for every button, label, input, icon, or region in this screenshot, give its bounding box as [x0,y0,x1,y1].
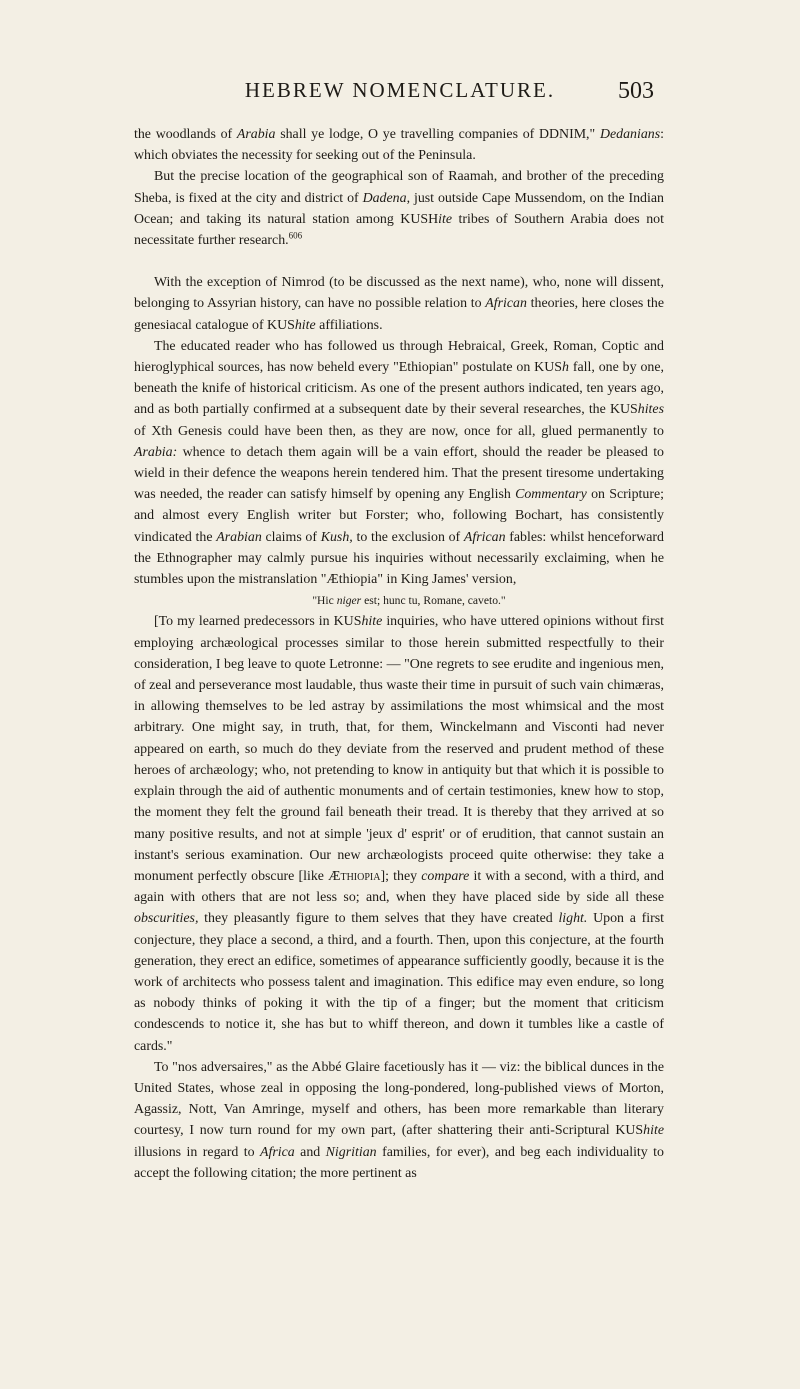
text-run: families, for ever), and beg each individuality to accept the following citation; the more pertinent as [134,1144,664,1181]
italic-run: African [463,529,506,545]
italic-run: hite [643,1123,664,1139]
text-run: fall, one by one, beneath the knife of historical criticism. As one of the present authors indicated, ten years ago, and as both partially confirmed at a subsequent date by their several researches, the KUS [134,360,664,418]
section-gap [134,251,664,272]
italic-run: Africa [259,1144,295,1160]
text-run: on Scripture; and almost every English writer but Forster; who, following Bochart, has consistently vindicated the [134,487,664,545]
text-run: of Xth Genesis could have been then, as they are now, once for all, glued permanently to [134,423,664,439]
body-text [134,124,664,1184]
text-run: But the precise location of the geographical son of Raamah, and brother of the preceding Sheba, is fixed at the city and district of [134,169,664,206]
italic-run: niger [336,594,362,608]
italic-run: h [561,360,569,376]
text-run: To "nos adversaires," as the Abbé Glaire facetiously has it — viz: the biblical dunces in the United States, whose zeal in opposing the long-pondered, long-published views of Morton, Agassiz, Nott, Van Amringe, myself and others, has been more remarkable than literary courtesy, I now turn round for my own part, (after shattering their anti-Scriptural KUS [134,1059,664,1139]
paragraph-4 [134,336,664,590]
text-run: est; hunc tu, Romane, caveto." [361,594,506,608]
italic-run: obscurities, [134,911,199,927]
text-run: Upon a first conjecture, they place a second, a third, and a fourth. Then, upon this conjecture, at the fourth generation, they erect an edifice, sometimes of appearance sufficiently goodly, because it is the work of architects who possess talent and imagination. This edifice may even endure, so long as nobody thinks of poking it with the tip of a finger; but the moment that criticism condescends to notice it, she has but to whiff thereon, and down it tumbles like a castle of cards." [134,911,665,1054]
text-run: to the exclusion of [352,529,464,545]
italic-run: Arabia: [134,444,178,460]
italic-run: Nigritian [325,1144,377,1160]
text-run: they pleasantly figure to them selves that they have created [198,911,559,927]
small-caps-run: Æthiopia [328,868,381,884]
paragraph-3 [134,272,664,336]
paragraph-1 [134,124,664,166]
text-run: claims of [261,529,321,545]
italic-run: Dadena [362,190,407,206]
paragraph-2 [134,166,664,251]
page-number: 503 [618,78,654,104]
latin-quotation [134,590,664,611]
text-run: : which obviates the necessity for seeking out of the Peninsula. [134,127,664,164]
italic-run: Commentary [515,487,587,503]
text-run: illusions in regard to [134,1144,260,1160]
text-run: theories, here closes the genesiacal catalogue of KUS [134,296,664,333]
text-run: tribes of Southern Arabia does not necessitate further research. [134,211,664,249]
paragraph-6 [134,1057,664,1184]
running-title: HEBREW NOMENCLATURE. [244,78,556,102]
text-run: it with a second, with a third, and again with others that are not less so; and, when they have placed side by side all these [134,868,664,906]
text-run: the woodlands of [134,127,237,142]
page-header [0,78,800,118]
italic-run: African [485,296,527,312]
italic-run: ite [438,211,453,227]
text-run: With the exception of Nimrod (to be discussed as the next name), who, none will dissent, belonging to Assyrian history, can have no possible relation to [134,275,664,312]
text-run: [To my learned predecessors in KUS [154,614,362,630]
text-run: fables: whilst henceforward the Ethnographer may calmly pursue his inquiries without necessarily exclaiming, when he stumbles upon the mistranslation "Æthiopia" in King James' version, [134,529,664,588]
text-run: shall ye lodge, O ye travelling companies of DDNIM," [275,127,600,142]
text-run: inquiries, who have uttered opinions without first employing archæological processes similar to those herein submitted respectfully to their consideration, I beg leave to quote Letronne: — "One regrets to see erudite and ingenious men, of zeal and perseverance most laudable, thus waste their time in pursuit of such vain chimæras, in allowing themselves to be led astray by assimilations the most whimsical and the most arbitrary. One might say, in truth, that, for them, Winckelmann and Visconti had never appeared on earth, so much do they deviate from the reserved and prudent method of these heroes of archæology; who, not pretending to know in antiquity but that which it is possible to explain through the aid of authentic monuments and of certain testimonies, knew how to stop, the moment they felt the ground fail beneath their tread. It is thereby that they arrived at so many positive results, and not at simple 'jeux d' esprit' or of erudition, that cannot sustain an instant's serious examination. Our new archæologists proceed quite otherwise: they take a monument perfectly obscure [like [134,614,664,884]
text-run: , just outside Cape Mussendom, on the Indian Ocean; and taking its natural station among KUSH [134,190,664,227]
paragraph-5 [134,611,664,1056]
text-run: The educated reader who has followed us through Hebraical, Greek, Roman, Coptic and hieroglyphical sources, has now beheld every "Ethiopian" postulate on KUS [134,338,664,376]
italic-run: Arabian [216,529,262,545]
italic-run: compare [421,868,470,884]
italic-run: Dedanians [599,127,661,142]
italic-run: hites [637,402,664,418]
text-run: and [294,1144,326,1160]
italic-run: Kush, [320,529,353,545]
text-run: "Hic [312,594,337,608]
text-run: affiliations. [315,317,383,333]
italic-run: light. [558,911,588,927]
italic-run: hite [294,317,316,333]
text-run: ]; they [380,868,422,884]
italic-run: Arabia [236,127,276,142]
text-run: whence to detach them again will be a vain effort, should the reader be pleased to wield in their defence the weapons herein tendered him. That the present tiresome undertaking was needed, the reader can satisfy himself by opening any English [134,444,664,503]
italic-run: hite [361,614,383,630]
footnote-reference: 606 [288,230,303,241]
